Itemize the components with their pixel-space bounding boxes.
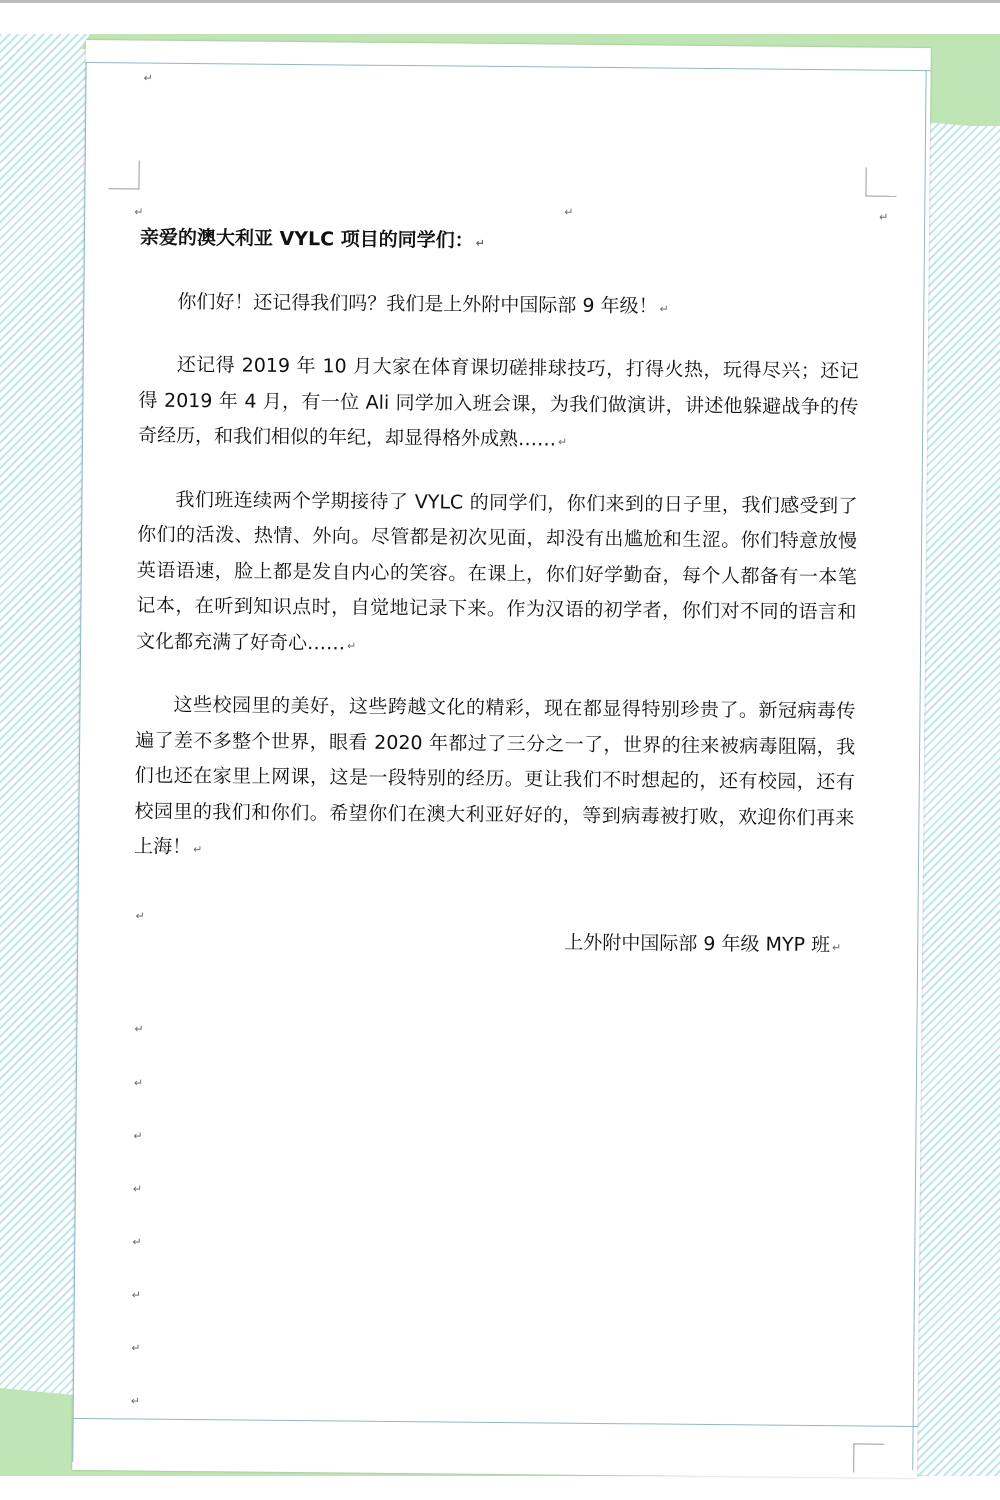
letter-paragraph-1: 你们好！还记得我们吗？我们是上外附中国际部 9 年级！: [177, 290, 658, 317]
paragraph-mark: ↵: [131, 1288, 142, 1302]
paragraph-mark: ↵: [132, 1182, 143, 1196]
paragraph-mark: ↵: [831, 940, 842, 954]
paragraph-mark: ↵: [134, 1022, 144, 1036]
page-margin-line-top: [86, 62, 931, 71]
page-margin-line-bottom: [73, 1418, 918, 1427]
letter-signature: 上外附中国际部 9 年级 MYP 班: [564, 931, 831, 956]
paragraph-mark: ↵: [132, 1235, 142, 1249]
paragraph-mark: ↵: [143, 71, 153, 85]
document-page: [72, 40, 931, 1478]
paragraph-mark: ↵: [193, 843, 203, 857]
crop-mark-top-right: [865, 167, 896, 196]
top-rule: [0, 0, 1000, 3]
paragraph-mark: ↵: [557, 435, 568, 449]
paragraph-mark: ↵: [130, 1394, 141, 1408]
crop-mark-top-left: [108, 160, 139, 189]
letter-body: [133, 221, 860, 966]
letter-paragraph-3: 我们班连续两个学期接待了 VYLC 的同学们，你们来到的日子里，我们感受到了你们的活泼、热情、外向。尽管都是初次见面，却没有出尴尬和生涩。你们特意放慢英语语速，脸上都是发自内心的笑容。在课上，你们好学勤奋，每个人都备有一本笔记本，在听到知识点时，自觉地记录下来。作为汉语的初学者，你们对不同的语言和文化都充满了好奇心……: [136, 488, 858, 654]
letter-paragraph-4: 这些校园里的美好，这些跨越文化的精彩，现在都显得特别珍贵了。新冠病毒传遍了差不多整个世界，眼看 2020 年都过了三分之一了，世界的往来被病毒阻隔，我们也还在家里上网课，这是一段特别的经历。更让我们不时想起的，还有校园，还有校园里的我们和你们。希望你们在澳大利亚好好的，等到病毒被打败，欢迎你们再来上海！: [134, 693, 856, 859]
paragraph-mark: ↵: [131, 1341, 141, 1355]
paragraph-mark: ↵: [134, 205, 144, 219]
paragraph-mark: ↵: [475, 236, 485, 250]
paragraph-mark: ↵: [879, 210, 889, 224]
paragraph-mark: ↵: [347, 639, 357, 653]
paragraph-mark: ↵: [564, 205, 574, 219]
paragraph-mark: ↵: [133, 1076, 144, 1090]
paragraph-mark: ↵: [133, 1129, 143, 1143]
paragraph-mark: ↵: [659, 301, 669, 316]
letter-greeting: 亲爱的澳大利亚 VYLC 项目的同学们：: [139, 226, 474, 252]
paragraph-mark: ↵: [135, 909, 145, 923]
letter-paragraph-2: 还记得 2019 年 10 月大家在体育课切磋排球技巧，打得火热，玩得尽兴；还记得 2019 年 4 月，有一位 Ali 同学加入班会课，为我们做演讲，讲述他躲避战争的传奇经历，和我们相似的年纪，却显得格外成熟……: [137, 353, 859, 451]
crop-mark-bottom-right: [853, 1443, 884, 1472]
